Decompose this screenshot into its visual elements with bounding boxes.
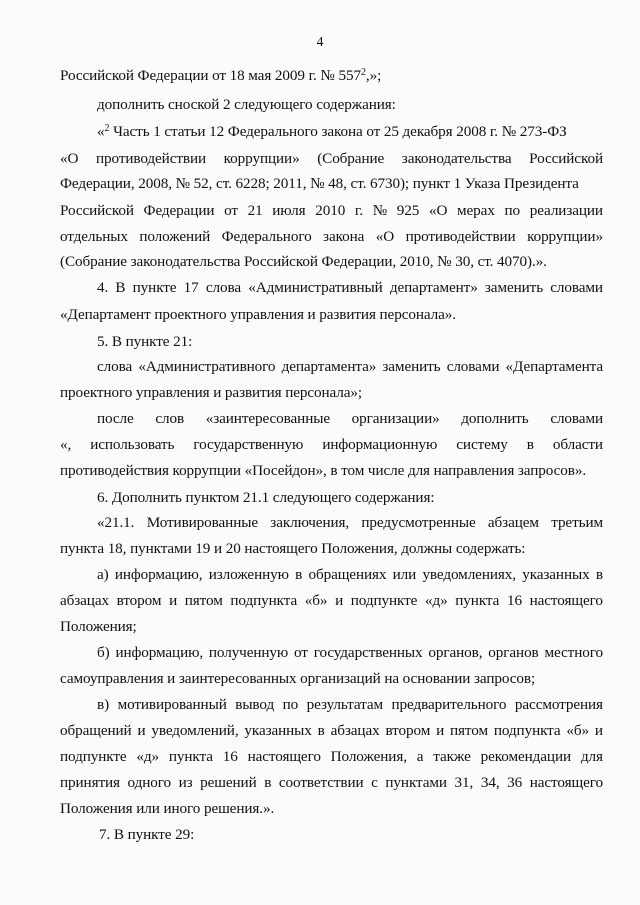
text-line	[60, 253, 547, 271]
word: информационную	[322, 436, 438, 453]
text-line-content: проектного управления и развития персонала»;	[60, 384, 363, 401]
text-line	[97, 123, 567, 141]
word: подпункте	[60, 748, 127, 765]
footnote-marker: 2	[104, 123, 110, 134]
text-line	[60, 592, 603, 610]
word: информацию,	[114, 566, 203, 583]
word: 36	[507, 774, 523, 791]
word: полученную	[208, 644, 289, 661]
text-line	[60, 67, 381, 85]
word: в)	[97, 696, 110, 713]
word: пункта	[168, 748, 213, 765]
word: пятом	[184, 592, 223, 609]
word: третьим	[551, 514, 603, 531]
text-line-content: Положения;	[60, 618, 137, 635]
word: отдельных	[60, 228, 128, 245]
word: абзацем	[487, 514, 539, 531]
text-line	[60, 150, 603, 168]
word: обращениях	[308, 566, 387, 583]
word: рекомендации	[480, 748, 572, 765]
text-line	[97, 644, 603, 662]
word: вывод	[235, 696, 275, 713]
word: положений	[139, 228, 211, 245]
word: Федерального	[221, 228, 312, 245]
word: для	[580, 748, 603, 765]
word: мотивированный	[117, 696, 227, 713]
justified-line	[60, 748, 603, 766]
footnote-marker: 2	[360, 67, 366, 78]
word: одного	[127, 774, 171, 791]
text-line-content: Российской Федерации от 18 мая 2009 г. № 557	[60, 67, 361, 84]
word: «О	[60, 150, 79, 167]
word: организации»	[351, 410, 440, 427]
justified-line	[60, 150, 603, 168]
text-line	[60, 306, 456, 324]
text-line-content: Федерации, 2008, № 52, ст. 6228; 2011, № 48, ст. 6730); пункт 1 Указа Президента	[60, 175, 579, 192]
text-line	[97, 566, 603, 584]
word: настоящего	[247, 748, 321, 765]
word: закона	[323, 228, 365, 245]
word: заменить	[382, 358, 441, 375]
word: уведомлениях,	[422, 566, 516, 583]
word: настоящего	[529, 774, 603, 791]
word: изложенную	[208, 566, 289, 583]
word: пункте	[132, 279, 177, 296]
word: и	[137, 722, 146, 739]
word: б)	[97, 644, 110, 661]
word: в	[595, 566, 603, 583]
text-line	[60, 228, 603, 246]
word: 16	[506, 592, 522, 609]
word: «б»	[304, 592, 328, 609]
word: Российской	[60, 202, 134, 219]
word: в	[317, 722, 325, 739]
word: использовать	[90, 436, 175, 453]
justified-line	[97, 644, 603, 662]
word: из	[178, 774, 193, 791]
justified-line	[97, 410, 603, 428]
word: по	[282, 696, 299, 713]
word: словами	[446, 358, 500, 375]
word: пункта	[455, 592, 500, 609]
word: 34,	[480, 774, 500, 791]
word: также	[433, 748, 471, 765]
page-number: 4	[316, 35, 324, 50]
word: указанных	[522, 566, 590, 583]
justified-line	[97, 279, 603, 297]
text-line	[60, 202, 603, 220]
text-line	[99, 826, 194, 844]
word: а	[416, 748, 424, 765]
word: подпункта	[230, 592, 298, 609]
word: настоящего	[529, 592, 603, 609]
word: словами	[550, 410, 603, 427]
word: 925	[396, 202, 420, 219]
word: коррупции»	[527, 228, 603, 245]
word: Положения,	[330, 748, 407, 765]
word: пунктами	[385, 774, 447, 791]
text-line	[60, 462, 586, 480]
word: «д»	[424, 592, 448, 609]
word: слов	[155, 410, 185, 427]
text-line	[60, 774, 603, 792]
justified-line	[97, 566, 603, 584]
word: «Административный	[248, 279, 383, 296]
justified-line	[97, 514, 603, 532]
word: подпункта	[493, 722, 561, 739]
word: июля	[272, 202, 306, 219]
text-line	[60, 540, 525, 558]
word: словами	[550, 279, 603, 296]
word: реализации	[529, 202, 603, 219]
justified-line	[60, 722, 603, 740]
text-line	[60, 748, 603, 766]
word: в	[264, 774, 272, 791]
word: и	[594, 722, 603, 739]
word: указанных	[244, 722, 312, 739]
word: Федерации	[143, 202, 215, 219]
word: предусмотренные	[361, 514, 476, 531]
justified-line	[60, 202, 603, 220]
word: 31,	[454, 774, 474, 791]
quote-mark: «	[97, 123, 105, 140]
word: в	[526, 436, 534, 453]
text-line	[97, 489, 434, 507]
text-line	[60, 670, 535, 688]
text-line-content: самоуправления и заинтересованных организаций на основании запросов;	[60, 670, 536, 687]
word: государственных	[313, 644, 423, 661]
word: Мотивированные	[146, 514, 258, 531]
word: принятия	[60, 774, 120, 791]
word: департамент»	[389, 279, 478, 296]
text-line	[97, 96, 396, 114]
text-line	[60, 384, 362, 402]
word: В	[115, 279, 126, 296]
text-line	[97, 358, 603, 376]
text-line	[97, 279, 603, 297]
word: 16	[222, 748, 238, 765]
word: с	[371, 774, 378, 791]
text-line	[97, 514, 603, 532]
word: №	[372, 202, 388, 219]
text-line-content: дополнить сноской 2 следующего содержания:	[97, 96, 396, 113]
word: государственную	[193, 436, 304, 453]
word: противодействии	[96, 150, 207, 167]
text-line-content: противодействия коррупции «Посейдон», в том числе для направления запросов».	[60, 462, 587, 479]
text-line-content: 5. В пункте 21:	[97, 333, 193, 350]
word: информацию,	[115, 644, 204, 661]
word: а)	[97, 566, 109, 583]
justified-line	[60, 774, 603, 792]
justified-line	[60, 436, 603, 454]
text-line-content: Часть 1 статьи 12 Федерального закона от 25 декабря 2008 г. № 273-ФЗ	[113, 123, 567, 140]
word: пятом	[450, 722, 488, 739]
word: заменить	[484, 279, 544, 296]
word: местного	[544, 644, 603, 661]
word: коррупции»	[223, 150, 300, 167]
word: 21	[247, 202, 263, 219]
word: законодательства	[401, 150, 512, 167]
word: систему	[456, 436, 508, 453]
text-line-content: Положения или иного решения.».	[60, 800, 275, 817]
word: «заинтересованные	[205, 410, 330, 427]
word: от	[224, 202, 238, 219]
text-line-content: 6. Дополнить пунктом 21.1 следующего содержания:	[97, 489, 435, 506]
word: втором	[385, 722, 431, 739]
word: слова	[205, 279, 241, 296]
word: «Департамента	[505, 358, 603, 375]
word: абзацах	[330, 722, 380, 739]
word: области	[552, 436, 603, 453]
text-line-content: пункта 18, пунктами 19 и 20 настоящего Положения, должны содержать:	[60, 540, 526, 557]
word: 4.	[97, 279, 109, 296]
word: 2010	[315, 202, 346, 219]
word: «д»	[136, 748, 160, 765]
word: 17	[183, 279, 199, 296]
word: по	[504, 202, 521, 219]
word: (Собрание	[317, 150, 385, 167]
word: дополнить	[461, 410, 529, 427]
word: Российской	[529, 150, 603, 167]
text-line	[60, 722, 603, 740]
text-line-content: 7. В пункте 29:	[99, 826, 195, 843]
word: и	[169, 592, 178, 609]
text-line	[97, 333, 192, 351]
word: обращений	[60, 722, 132, 739]
word: «б»	[566, 722, 590, 739]
word: противодействии	[405, 228, 516, 245]
word: предварительного	[391, 696, 507, 713]
text-line-content: (Собрание законодательства Российской Федерации, 2010, № 30, ст. 4070).».	[60, 253, 547, 270]
word: в	[295, 566, 303, 583]
text-line	[60, 436, 603, 454]
text-line-content: «Департамент проектного управления и развития персонала».	[60, 306, 456, 323]
word: решений	[200, 774, 257, 791]
word: рассмотрения	[514, 696, 603, 713]
word: результатам	[306, 696, 383, 713]
word: «О	[428, 202, 448, 219]
word: органов	[488, 644, 539, 661]
word: «О	[375, 228, 395, 245]
word: «Административного	[138, 358, 276, 375]
word: мерах	[457, 202, 495, 219]
text-line	[97, 410, 603, 428]
word: и	[436, 722, 445, 739]
word: органов,	[428, 644, 483, 661]
justified-line	[97, 696, 603, 714]
text-line	[60, 800, 274, 818]
word: и	[335, 592, 344, 609]
word: абзацах	[60, 592, 109, 609]
word: г.	[354, 202, 364, 219]
justified-line	[60, 592, 603, 610]
text-line-suffix: ,»;	[365, 67, 382, 84]
word: или	[392, 566, 417, 583]
text-line	[97, 696, 603, 714]
justified-line	[97, 358, 603, 376]
text-line	[60, 175, 579, 193]
word: заключения,	[270, 514, 350, 531]
word: подпункте	[350, 592, 418, 609]
word: уведомлений,	[151, 722, 239, 739]
word: соответствии	[278, 774, 364, 791]
word: втором	[116, 592, 162, 609]
word: департамента»	[281, 358, 377, 375]
word: от	[294, 644, 308, 661]
word: после	[97, 410, 134, 427]
justified-line	[60, 228, 603, 246]
word: «21.1.	[97, 514, 135, 531]
word: «,	[60, 436, 72, 453]
text-line	[60, 618, 137, 636]
word: слова	[97, 358, 133, 375]
